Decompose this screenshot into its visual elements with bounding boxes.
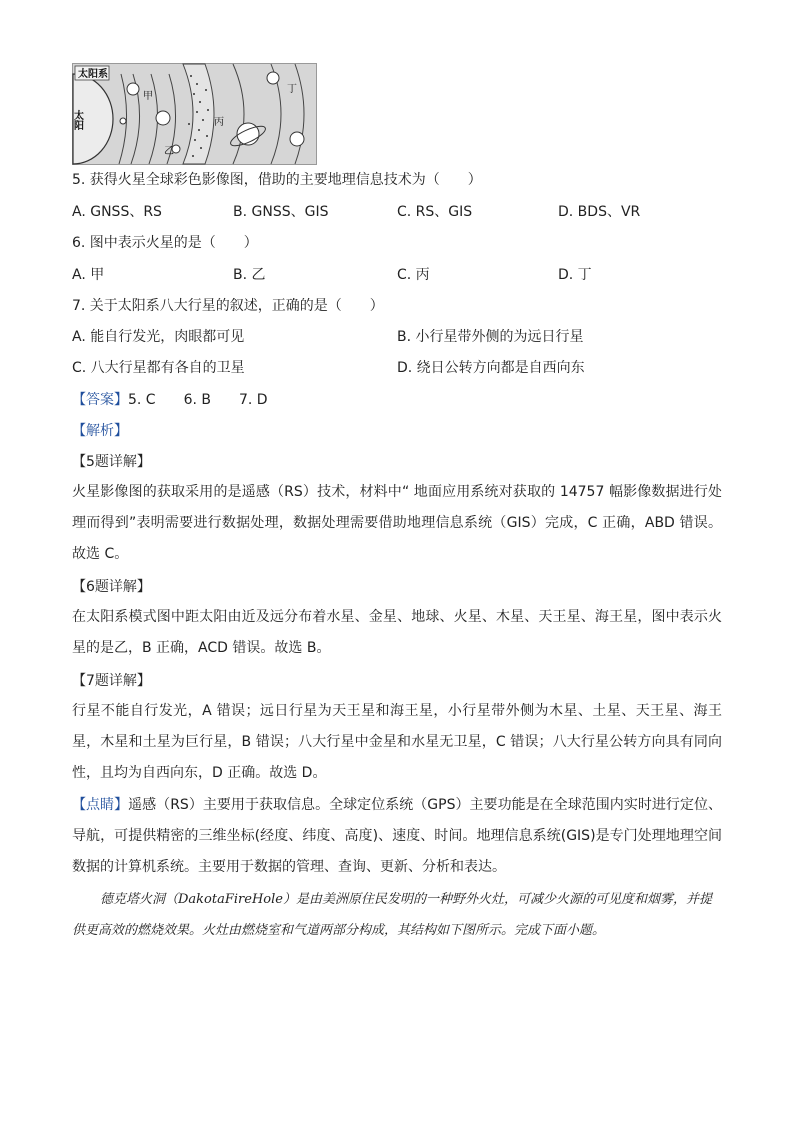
planet-bing <box>237 123 259 145</box>
q7-option-b: B. 小行星带外侧的为远日行星 <box>397 329 584 345</box>
figure-title: 太阳系 <box>78 69 108 80</box>
q5-option-d: D. BDS、VR <box>558 204 641 220</box>
planet-earth <box>156 111 170 125</box>
answer-text: 5. C 6. B 7. D <box>128 392 268 408</box>
q6-option-b: B. 乙 <box>233 267 266 283</box>
tip-label: 【点睛】 <box>72 797 129 813</box>
detail5-label: 【5题详解】 <box>72 454 151 470</box>
label-jia: 甲 <box>143 91 153 102</box>
q5-option-b: B. GNSS、GIS <box>233 204 329 220</box>
planet-uranus <box>267 72 279 84</box>
solar-system-diagram <box>73 64 316 164</box>
q5-option-c: C. RS、GIS <box>397 204 473 220</box>
q5-option-a: A. GNSS、RS <box>72 204 162 220</box>
q6-stem: 6. 图中表示火星的是（ ） <box>72 235 258 251</box>
label-ding: 丁 <box>287 84 297 95</box>
answer-line <box>72 390 268 410</box>
q6-option-a: A. 甲 <box>72 267 105 283</box>
analysis-label: 【解析】 <box>72 423 128 439</box>
q6-option-c: C. 丙 <box>397 267 430 283</box>
tip-text: 遥感（RS）主要用于获取信息。全球定位系统（GPS）主要功能是在全球范围内实时进行定位、导航，可提供精密的三维坐标(经度、纬度、高度)、速度、时间。地理信息系统(GIS)是专门处理地理空间数据的计算机系统。主要用于数据的管理、查询、更新、分析和表达。 <box>72 797 722 875</box>
planet-ding <box>290 132 304 146</box>
planet-mercury <box>120 118 126 124</box>
label-bing: 丙 <box>214 117 224 128</box>
answer-label: 【答案】 <box>72 392 128 408</box>
label-yi: 乙 <box>164 146 174 157</box>
tip-block <box>72 790 722 883</box>
detail6-label: 【6题详解】 <box>72 579 151 595</box>
detail6-text: 在太阳系模式图中距太阳由近及远分布着水星、金星、地球、火星、木星、天王星、海王星，图中表示火星的是乙，B 正确，ACD 错误。故选 B。 <box>72 609 722 656</box>
sun-label: 太阳 <box>71 110 83 130</box>
detail5-text: 火星影像图的获取采用的是遥感（RS）技术，材料中“ 地面应用系统对获取的 14757 幅影像数据进行处理而得到”表明需要进行数据处理，数据处理需要借助地理信息系统（GIS）完成，C 正确，ABD 错误。故选 C。 <box>72 484 722 562</box>
q7-option-c: C. 八大行星都有各自的卫星 <box>72 360 245 376</box>
q7-option-d: D. 绕日公转方向都是自西向东 <box>397 360 585 376</box>
detail7-text: 行星不能自行发光，A 错误；远日行星为天王星和海王星，小行星带外侧为木星、土星、天王星、海王星，木星和土星为巨行星，B 错误；八大行星中金星和水星无卫星，C 错误；八大行星公转方向具有同向性，且均为自西向东，D 正确。故选 D。 <box>72 703 722 781</box>
detail7-label: 【7题详解】 <box>72 673 151 689</box>
q6-option-d: D. 丁 <box>558 267 592 283</box>
intro-text: 德克塔火洞（DakotaFireHole）是由美洲原住民发明的一种野外火灶，可减少火源的可见度和烟雾，并提供更高效的燃烧效果。火灶由燃烧室和气道两部分构成，其结构如下图所示。完成下面小题。 <box>72 892 712 938</box>
solar-system-figure <box>72 63 317 165</box>
planet-jia <box>127 83 139 95</box>
q7-stem: 7. 关于太阳系八大行星的叙述，正确的是（ ） <box>72 298 384 314</box>
q7-option-a: A. 能自行发光，肉眼都可见 <box>72 329 245 345</box>
q5-stem: 5. 获得火星全球彩色影像图，借助的主要地理信息技术为（ ） <box>72 172 482 188</box>
